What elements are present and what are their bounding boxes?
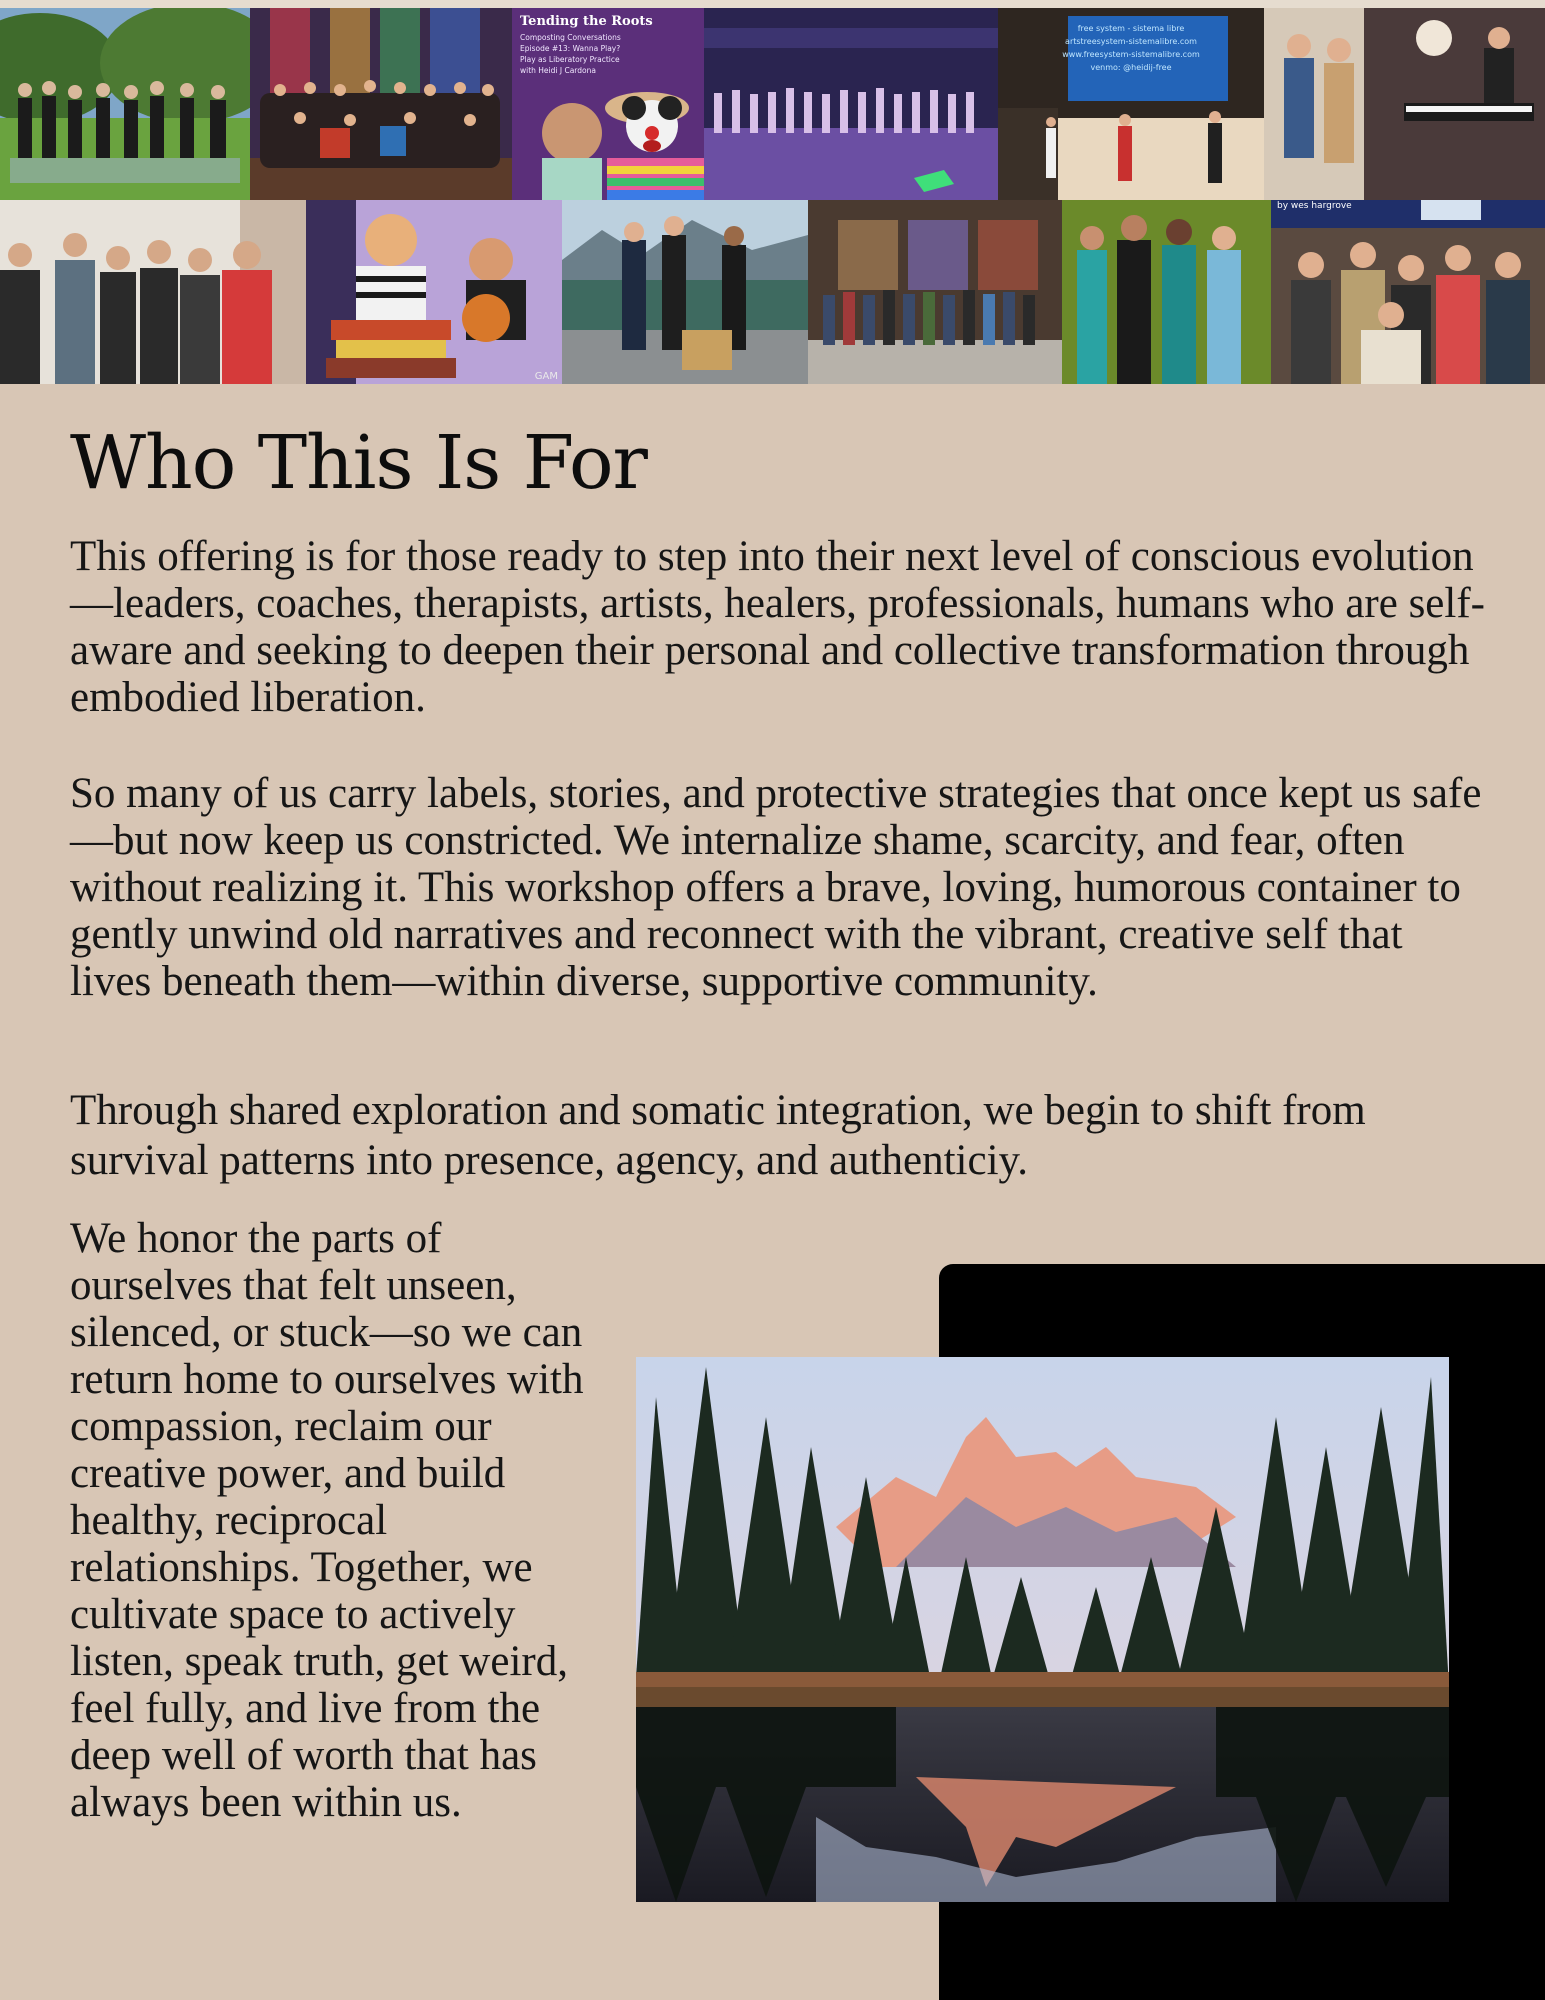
photo-lake-performers — [562, 200, 808, 384]
paragraph-somatic-integration: Through shared exploration and somatic integration, we begin to shift from survival patterns into presence, agency, and authenticiy. — [70, 1087, 1366, 1184]
top-edge-strip — [0, 0, 1545, 8]
photo-group-indoor — [0, 200, 306, 384]
podcast-cover-tending-the-roots — [512, 8, 704, 200]
photo-group-building-front — [808, 200, 1062, 384]
photo-performers-keyboard — [1264, 8, 1545, 200]
section-heading: Who This Is For — [70, 420, 647, 506]
photo-group-outdoor-park — [0, 8, 250, 200]
screen-projection-text: free system - sistema libre artstreesystem-sistemalibre.com www.freesystem-sistemalibre.com venmo: @heidij-free — [1062, 24, 1200, 72]
photo-collage — [0, 8, 1545, 384]
mountain-lake-photo — [636, 1357, 1449, 1902]
photo-group-green-wall — [1062, 200, 1271, 384]
paragraph-audience: This offering is for those ready to step into their next level of conscious evolution—leaders, coaches, therapists, artists, healers, professionals, humans who are self-aware and seeking to deepen their personal and collective transformation through embodied liberation. — [70, 533, 1485, 721]
photo-screen-presentation — [998, 8, 1264, 200]
paragraph-labels-stories: So many of us carry labels, stories, and protective strategies that once kept us safe—but now keep us constricted. We internalize shame, scarcity, and fear, often without realizing it. This workshop offers a brave, loving, humorous container to gently unwind old narratives and reconnect with the vibrant, creative self that lives beneath them—within diverse, supportive community. — [70, 770, 1482, 1005]
paragraph-honor-parts: We honor the parts of ourselves that felt unseen, silenced, or stuck—so we can return home to ourselves with compassion, reclaim our creative power, and build healthy, reciprocal relationships. Together, we cultivate space to actively listen, speak truth, get weird, feel fully, and live from the deep well of worth that has always been within us. — [70, 1215, 584, 1826]
podcast-subtitle: Composting Conversations Episode #13: Wanna Play? Play as Liberatory Practice with Heidi J Cardona — [520, 33, 621, 75]
photo-board-games-duo — [306, 200, 562, 384]
photo-group-stage-purple — [704, 8, 998, 200]
podcast-title: Tending the Roots — [520, 14, 653, 29]
game-box-text: GAM — [534, 371, 558, 382]
photo-group-stage-rainbow — [250, 8, 512, 200]
banner-text: by wes hargrove — [1277, 201, 1352, 211]
photo-group-seated — [1271, 200, 1545, 384]
